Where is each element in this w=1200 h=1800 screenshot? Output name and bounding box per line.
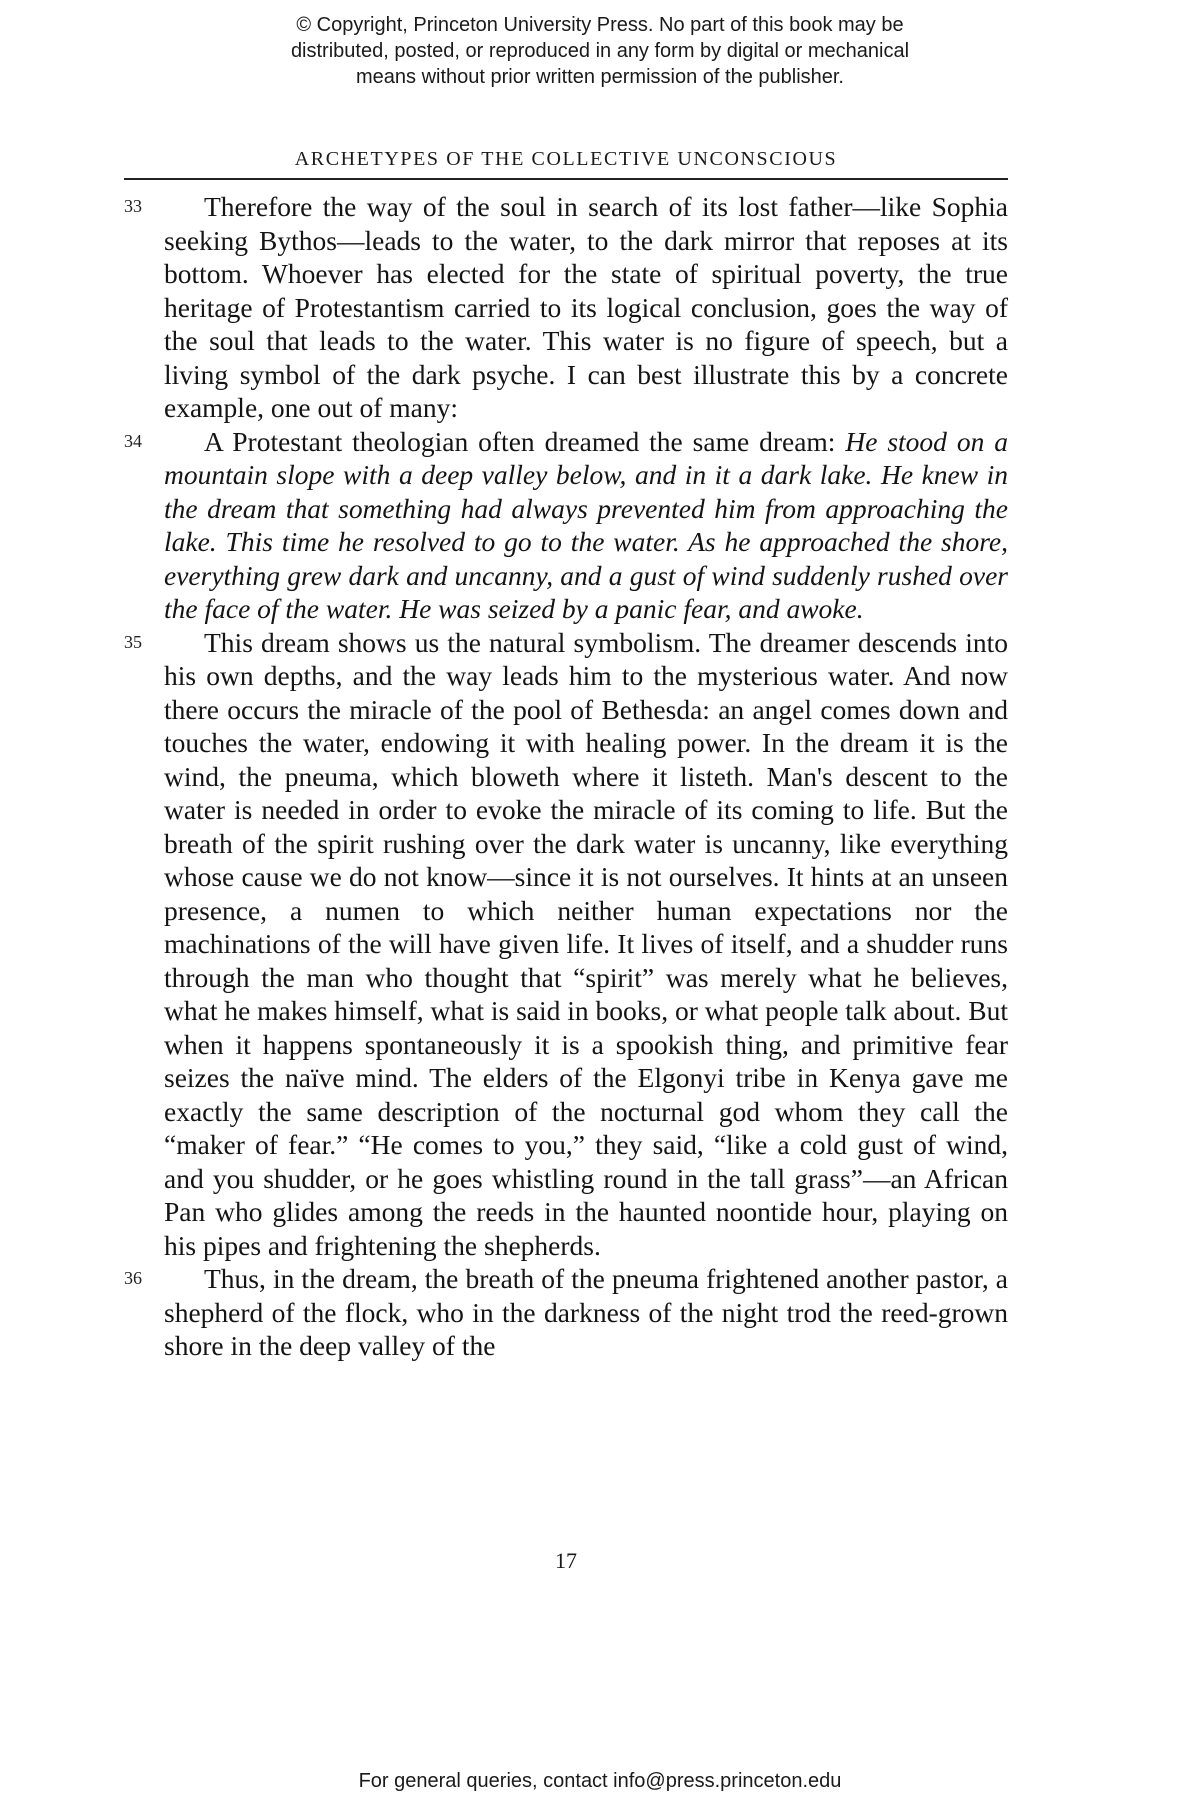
paragraph-number: 35 bbox=[124, 631, 142, 652]
paragraph-text-roman: Thus, in the dream, the breath of the pneuma frightened another pastor, a shepherd of the flock, who in the darkness of the night trod the reed-grown shore in the deep valley of the bbox=[164, 1263, 1008, 1361]
paragraph-34 bbox=[124, 425, 1008, 626]
running-head: ARCHETYPES OF THE COLLECTIVE UNCONSCIOUS bbox=[294, 148, 838, 170]
paragraph-text bbox=[164, 190, 1008, 425]
paragraph-number: 34 bbox=[124, 430, 142, 451]
header-rule bbox=[124, 178, 1008, 180]
footer-contact: For general queries, contact info@press.princeton.edu bbox=[358, 1770, 842, 1792]
paragraph-number: 36 bbox=[124, 1268, 142, 1288]
body-text bbox=[124, 190, 1008, 1363]
copyright-line-1: © Copyright, Princeton University Press. No part of this book may be bbox=[296, 14, 904, 36]
dream-account-italic: He stood on a mountain slope with a deep valley below, and in it a dark lake. He knew in the dream that something had always prevented him from approaching the lake. This time he resolved to go to the water. As he approached the shore, everything grew dark and uncanny, and a gust of wind suddenly rushed over the face of the water. He was seized by a panic fear, and awoke. bbox=[164, 425, 1008, 624]
paragraph-text bbox=[164, 1262, 1008, 1363]
copyright-line-3: means without prior written permission of the publisher. bbox=[355, 66, 844, 88]
paragraph-33 bbox=[124, 190, 1008, 425]
paragraph-text-roman: Therefore the way of the soul in search of its lost father—like Sophia seeking Bythos—leads to the water, to the dark mirror that reposes at its bottom. Whoever has elected for the state of spiritual poverty, the true heritage of Protestantism carried to its logical conclusion, goes the way of the soul that leads to the water. This water is no figure of speech, but a living symbol of the dark psyche. I can best illustrate this by a concrete example, one out of many: bbox=[164, 191, 1008, 423]
paragraph-36 bbox=[124, 1262, 1008, 1363]
paragraph-text-roman: A Protestant theologian often dreamed the same dream: bbox=[204, 425, 846, 457]
copyright-line-2: distributed, posted, or reproduced in any form by digital or mechanical bbox=[290, 40, 910, 62]
paragraph-number: 33 bbox=[124, 196, 142, 216]
copyright-notice bbox=[0, 12, 1200, 90]
paragraph-35 bbox=[124, 626, 1008, 1263]
page-number: 17 bbox=[555, 1548, 577, 1573]
paragraph-text bbox=[164, 425, 1008, 626]
paragraph-text bbox=[164, 626, 1008, 1263]
paragraph-text-roman: This dream shows us the natural symbolism. The dreamer descends into his own depths, and the way leads him to the mysterious water. And now there occurs the miracle of the pool of Bethesda: an angel comes down and touches the water, endowing it with healing power. In the dream it is the wind, the pneuma, which bloweth where it listeth. Man's descent to the water is needed in order to evoke the miracle of its coming to life. But the breath of the spirit rushing over the dark water is uncanny, like everything whose cause we do not know—since it is not ourselves. It hints at an unseen presence, a numen to which neither human expectations nor the machinations of the will have given life. It lives of itself, and a shudder runs through the man who thought that “spirit” was merely what he believes, what he makes himself, what is said in books, or what people talk about. But when it happens spontaneously it is a spookish thing, and primitive fear seizes the naïve mind. The elders of the Elgonyi tribe in Kenya gave me exactly the same description of the nocturnal god whom they call the “maker of fear.” “He comes to you,” they said, “like a cold gust of wind, and you shudder, or he goes whistling round in the tall grass”—an African Pan who glides among the reeds in the haunted noontide hour, playing on his pipes and frightening the shepherds. bbox=[164, 626, 1008, 1261]
